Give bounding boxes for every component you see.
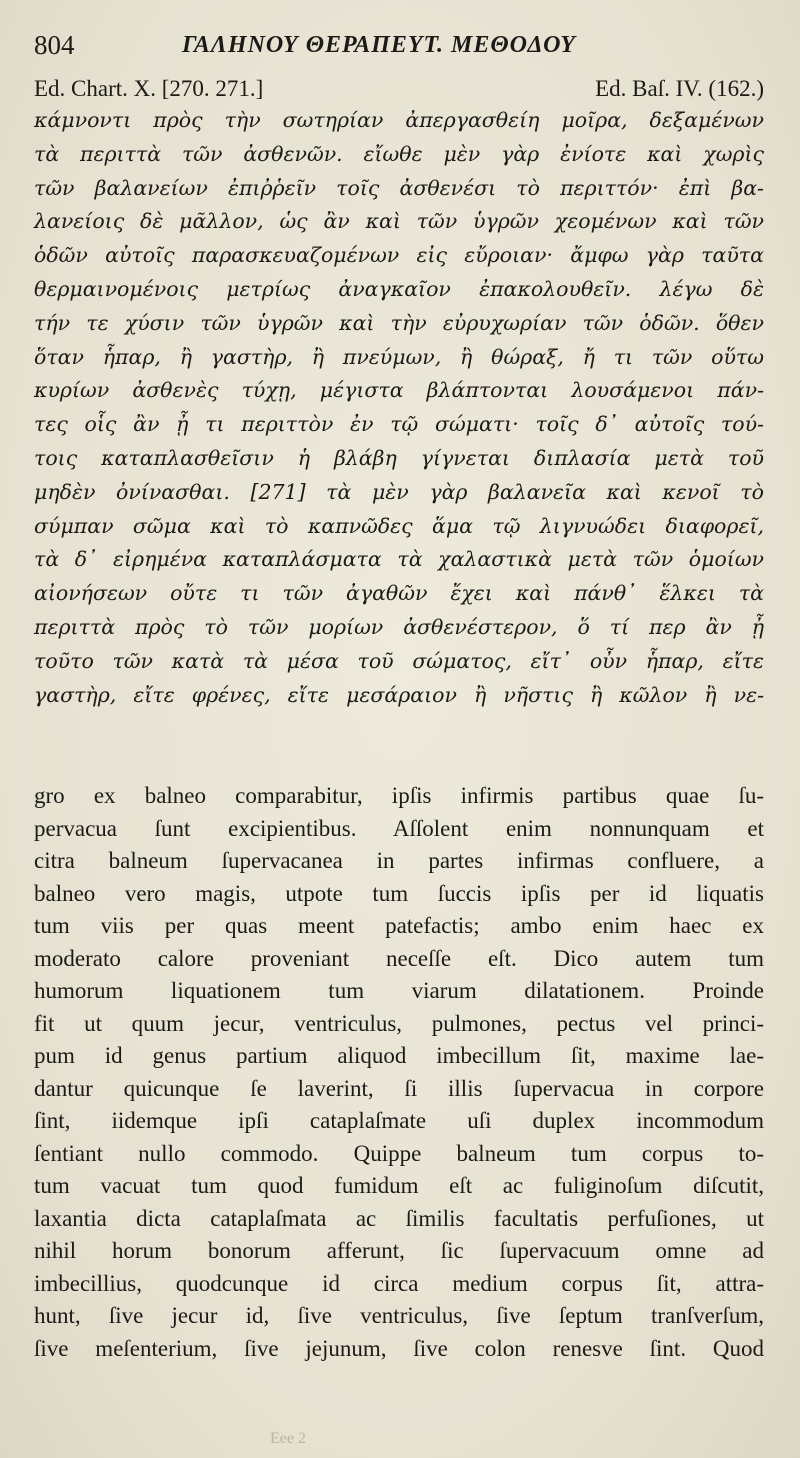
running-title: ΓΑΛΗΝΟΥ ΘΕΡΑΠΕΥΤ. ΜΕΘΟΔΟΥ	[182, 32, 576, 58]
latin-text-line: tum vacuat tum quod fumidum eſt ac fuliginoſum diſcutit,	[34, 1173, 764, 1198]
page-header	[34, 30, 774, 70]
latin-text-line: fit ut quum jecur, ventriculus, pulmones, pectus vel princi-	[34, 1010, 764, 1036]
edition-reference-line	[34, 76, 764, 106]
latin-text-line: laxantia dicta cataplaſmata ac ſimilis facultatis perfuſiones, ut	[34, 1205, 764, 1231]
latin-text-line: ſint, iidemque ipſi cataplaſmate uſi duplex incommodum	[34, 1108, 764, 1133]
greek-text-line: θερμαινομένοις μετρίως ἀναγκαῖον ἐπακολουθεῖν. λέγω δὲ	[34, 276, 764, 301]
latin-text-line: pervacua ſunt excipientibus. Aſſolent enim nonnunquam et	[34, 815, 764, 841]
latin-text-line: humorum liquationem tum viarum dilatationem. Proinde	[34, 978, 764, 1003]
greek-text-line: ὅταν ἧπαρ, ἢ γαστὴρ, ἢ πνεύμων, ἢ θώραξ, ἤ τι τῶν οὕτω	[34, 344, 764, 369]
greek-text-line: τοις καταπλασθεῖσιν ἡ βλάβη γίγνεται διπλασία μετὰ τοῦ	[34, 445, 764, 470]
greek-text-line: τες οἷς ἂν ᾖ τι περιττὸν ἐν τῷ σώματι· τοῖς δ᾽ αὐτοῖς τού-	[34, 412, 764, 437]
greek-text-line: κυρίων ἀσθενὲς τύχῃ, μέγιστα βλάπτονται λουσάμενοι πάν-	[34, 378, 764, 403]
latin-text-line: moderato calore proveniant neceſſe eſt. Dico autem tum	[34, 945, 764, 971]
greek-text-line: τήν τε χύσιν τῶν ὑγρῶν καὶ τὴν εὐρυχωρίαν τῶν ὁδῶν. ὅθεν	[34, 310, 764, 335]
latin-text-line: gro ex balneo comparabitur, ipſis infirmis partibus quae ſu-	[34, 783, 764, 808]
latin-text-line: dantur quicunque ſe laverint, ſi illis ſupervacua in corpore	[34, 1075, 764, 1101]
latin-text-line: pum id genus partium aliquod imbecillum ſit, maxime lae-	[34, 1043, 764, 1068]
latin-text-line: ſentiant nullo commodo. Quippe balneum tum corpus to-	[34, 1140, 764, 1166]
greek-text-line: αἰονήσεων οὔτε τι τῶν ἀγαθῶν ἔχει καὶ πάνθ᾽ ἕλκει τὰ	[34, 581, 764, 606]
greek-text-line: μηδὲν ὀνίνασθαι. [271] τὰ μὲν γὰρ βαλανεῖα καὶ κενοῖ τὸ	[34, 479, 764, 504]
greek-text-line: τοῦτο τῶν κατὰ τὰ μέσα τοῦ σώματος, εἴτ᾽ οὖν ἧπαρ, εἴτε	[34, 648, 764, 673]
latin-text-line: citra balneum ſupervacanea in partes infirmas confluere, a	[34, 848, 764, 873]
greek-text-line: περιττὰ πρὸς τὸ τῶν μορίων ἀσθενέστερον, ὅ τί περ ἂν ᾖ	[34, 614, 764, 639]
latin-text-line: tum viis per quas meent patefactis; ambo enim haec ex	[34, 913, 764, 938]
signature-mark: Eee 2	[270, 1430, 306, 1447]
greek-text-block	[34, 104, 764, 712]
greek-text-line: τῶν βαλανείων ἐπιῤῥεῖν τοῖς ἀσθενέσι τὸ περιττόν· ἐπὶ βα-	[34, 175, 764, 200]
latin-text-line: imbecillius, quodcunque id circa medium corpus ſit, attra-	[34, 1270, 764, 1296]
greek-text-line: κάμνοντι πρὸς τὴν σωτηρίαν ἀπεργασθείη μοῖρα, δεξαμένων	[34, 108, 764, 132]
latin-text-line: nihil horum bonorum afferunt, ſic ſupervacuum omne ad	[34, 1238, 764, 1263]
latin-text-block	[34, 780, 764, 1365]
latin-text-line: balneo vero magis, utpote tum ſuccis ipſis per id liquatis	[34, 880, 764, 906]
greek-text-line: γαστὴρ, εἴτε φρένες, εἴτε μεσάραιον ἢ νῆστις ἢ κῶλον ἢ νε-	[34, 682, 764, 707]
greek-text-line: ὁδῶν αὐτοῖς παρασκευαζομένων εἰς εὔροιαν· ἄμφω γὰρ ταῦτα	[34, 243, 764, 268]
latin-text-line: ſive meſenterium, ſive jejunum, ſive colon renesve ſint. Quod	[34, 1335, 764, 1361]
edition-chart-reference: Ed. Chart. X. [270. 271.]	[34, 76, 264, 101]
greek-text-line: τὰ περιττὰ τῶν ἀσθενῶν. εἴωθε μὲν γὰρ ἐνίοτε καὶ χωρὶς	[34, 141, 764, 166]
page-number: 804	[34, 30, 75, 60]
edition-basel-reference: Ed. Baſ. IV. (162.)	[595, 76, 764, 101]
latin-text-line: hunt, ſive jecur id, ſive ventriculus, ſive ſeptum tranſverſum,	[34, 1303, 764, 1328]
greek-text-line: λανείοις δὲ μᾶλλον, ὡς ἂν καὶ τῶν ὑγρῶν χεομένων καὶ τῶν	[34, 209, 764, 234]
greek-text-line: τὰ δ᾽ εἰρημένα καταπλάσματα τὰ χαλαστικὰ μετὰ τῶν ὁμοίων	[34, 547, 764, 572]
greek-text-line: σύμπαν σῶμα καὶ τὸ καπνῶδες ἅμα τῷ λιγνυώδει διαφορεῖ,	[34, 513, 764, 538]
